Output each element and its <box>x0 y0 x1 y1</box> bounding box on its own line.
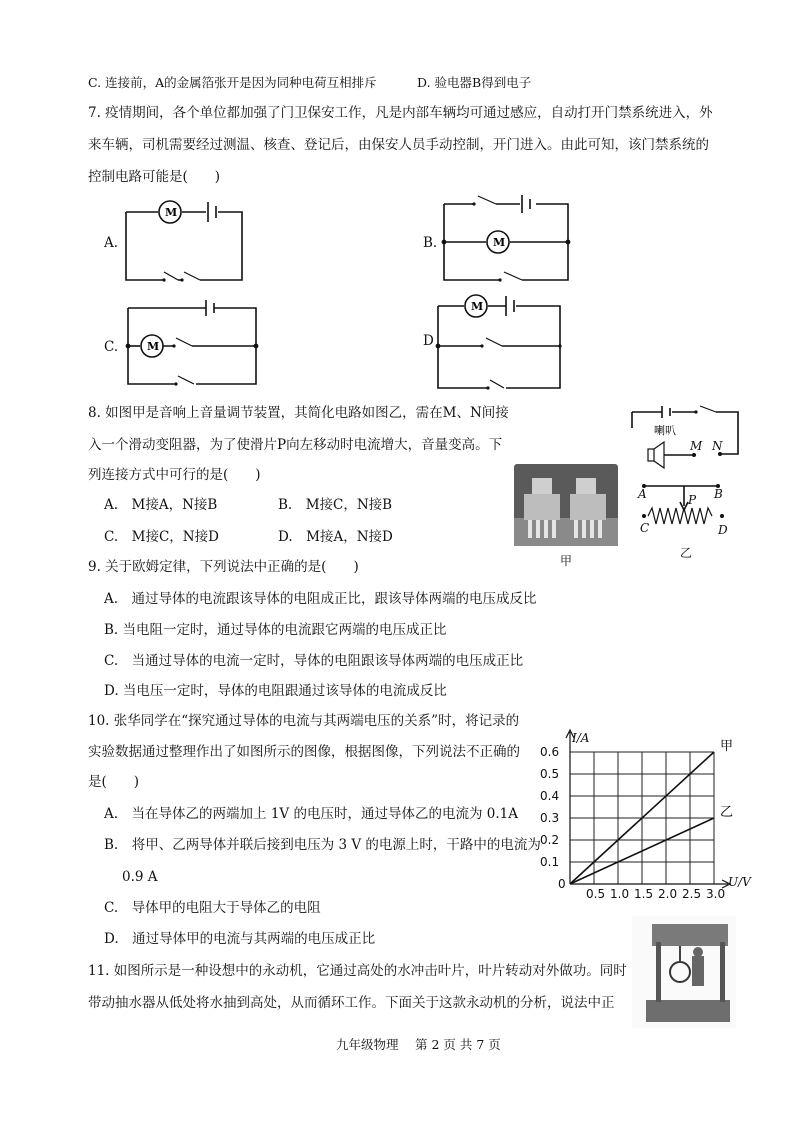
q6-option-c: C. 连接前，A的金属箔张开是因为同种电荷互相排斥 <box>88 75 377 90</box>
q9-option-d: D. 当电压一定时，导体的电阻跟通过该导体的电流成反比 <box>104 683 447 699</box>
motor-label-d: M <box>471 300 484 313</box>
q8-option-b: B. M接C，N接B <box>278 497 393 513</box>
q6-option-d: D. 验电器B得到电子 <box>417 75 532 90</box>
y-tick-label: 0.2 <box>540 833 560 847</box>
y-tick-label: 0.3 <box>540 811 560 825</box>
q10-option-b-line2: 0.9 A <box>122 869 158 885</box>
motor-label-c: M <box>147 340 160 353</box>
q10-stem-line3: 是( ) <box>88 774 140 790</box>
y-tick-label: 0.1 <box>540 855 560 869</box>
slider-p-label: P <box>688 493 697 507</box>
q8-stem-line1: 8. 如图甲是音响上音量调节装置，其简化电路如图乙，需在M、N间接 <box>88 405 509 421</box>
x-tick-label: 1.5 <box>634 887 654 901</box>
q7-stem-line3: 控制电路可能是( ) <box>88 169 221 185</box>
perpetual-motion-machine-photo <box>632 916 736 1028</box>
x-tick-label: 2.0 <box>658 887 678 901</box>
q8-option-c: C. M接C，N接D <box>104 529 219 545</box>
q11-stem-line2: 带动抽水器从低处将水抽到高处，从而循环工作。下面关于这款永动机的分析，说法中正 <box>88 995 615 1011</box>
y-axis-label: I/A <box>572 731 590 745</box>
q10-stem-line1: 10. 张华同学在“探究通过导体的电流与其两端电压的关系”时，将记录的 <box>88 713 520 729</box>
circuit-b-diagram <box>438 192 574 286</box>
q9-stem: 9. 关于欧姆定律，下列说法中正确的是( ) <box>88 559 359 575</box>
x-tick-label: 3.0 <box>706 887 726 901</box>
circuit-d-diagram <box>432 292 572 394</box>
series-label-1: 甲 <box>720 739 734 754</box>
fig-yi-label: 乙 <box>680 546 693 560</box>
q7-label-a: A. <box>104 235 119 251</box>
volume-circuit-diagram <box>624 404 740 540</box>
speaker-label: 喇叭 <box>654 424 676 437</box>
q8-option-a: A. M接A，N接B <box>104 497 218 513</box>
current-voltage-graph <box>530 726 751 901</box>
motor-label-b: M <box>493 236 506 249</box>
y-tick-label: 0.5 <box>540 767 560 781</box>
x-tick-label: 2.5 <box>682 887 702 901</box>
page-footer: 九年级物理 第 2 页 共 7 页 <box>336 1037 501 1052</box>
q7-label-b: B. <box>423 235 438 251</box>
q9-option-c: C. 当通过导体的电流一定时，导体的电阻跟该导体两端的电压成正比 <box>104 653 524 669</box>
circuit-a-diagram <box>120 196 250 288</box>
terminal-b-label: B <box>714 487 723 501</box>
terminal-c-label: C <box>640 521 650 535</box>
potentiometer-photo <box>514 464 618 546</box>
x-axis-label: U/V <box>728 875 751 889</box>
q10-option-a: A. 当在导体乙的两端加上 1V 的电压时，通过导体乙的电流为 0.1A <box>104 806 518 822</box>
q9-option-a: A. 通过导体的电流跟该导体的电阻成正比，跟该导体两端的电压成反比 <box>104 591 537 607</box>
q10-option-d: D. 通过导体甲的电流与其两端的电压成正比 <box>104 931 376 947</box>
q8-stem-line2: 入一个滑动变阻器，为了使滑片P向左移动时电流增大，音量变高。下 <box>88 437 503 453</box>
fig-jia-label: 甲 <box>560 554 573 568</box>
x-tick-label: 0.5 <box>586 887 606 901</box>
terminal-m-label: M <box>690 439 703 453</box>
motor-label-a: M <box>165 206 178 219</box>
y-tick-label: 0.6 <box>540 745 560 759</box>
q11-stem-line1: 11. 如图所示是一种设想中的永动机，它通过高处的水冲击叶片，叶片转动对外做功。同时 <box>88 963 627 979</box>
q7-stem-line2: 来车辆，司机需要经过测温、核查、登记后，由保安人员手动控制，开门进入。由此可知，该门禁系统的 <box>88 137 709 153</box>
circuit-c-diagram <box>122 298 262 394</box>
q7-label-c: C. <box>104 339 119 355</box>
q7-label-d: D <box>423 333 434 349</box>
q9-option-b: B. 当电阻一定时，通过导体的电流跟它两端的电压成正比 <box>104 622 447 638</box>
q10-option-c: C. 导体甲的电阻大于导体乙的电阻 <box>104 900 321 916</box>
series-label-2: 乙 <box>720 805 734 820</box>
origin-label: 0 <box>558 877 566 891</box>
y-tick-label: 0.4 <box>540 789 560 803</box>
terminal-d-label: D <box>718 523 728 537</box>
terminal-n-label: N <box>712 439 723 453</box>
q10-stem-line2: 实验数据通过整理作出了如图所示的图像，根据图像，下列说法不正确的 <box>88 744 520 760</box>
q8-stem-line3: 列连接方式中可行的是( ) <box>88 467 261 483</box>
q8-option-d: D. M接A，N接D <box>278 529 393 545</box>
x-tick-label: 1.0 <box>610 887 630 901</box>
terminal-a-label: A <box>638 487 647 501</box>
q10-option-b-line1: B. 将甲、乙两导体并联后接到电压为 3 V 的电源上时，干路中的电流为 <box>104 837 541 853</box>
q7-stem-line1: 7. 疫情期间，各个单位都加强了门卫保安工作，凡是内部车辆均可通过感应，自动打开门禁系统进入，外 <box>88 105 713 121</box>
